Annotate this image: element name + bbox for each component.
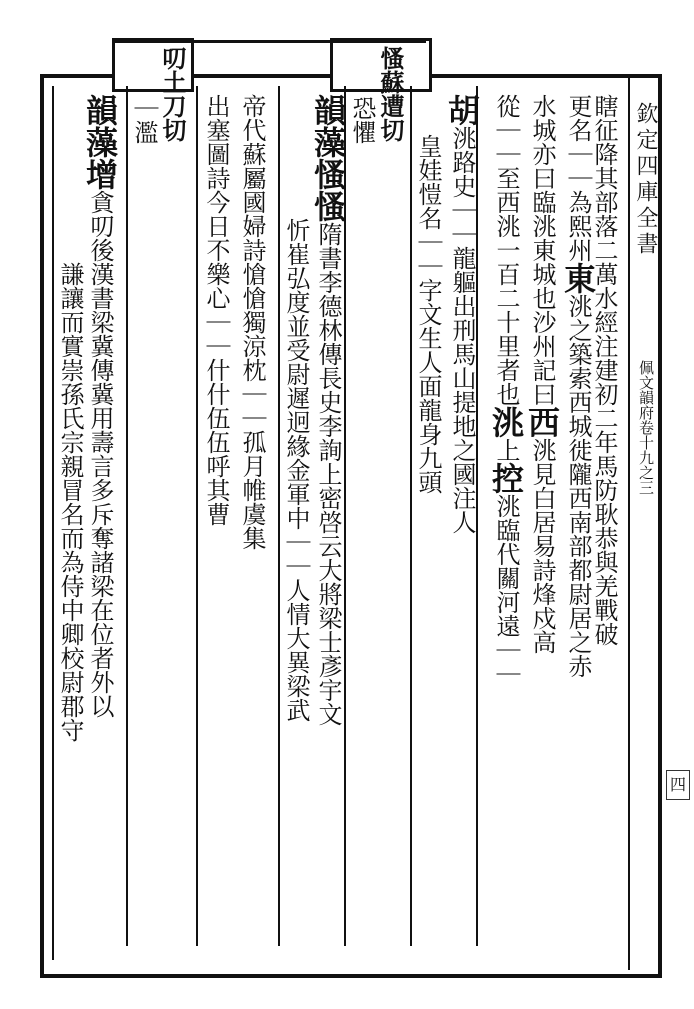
text-run: 洮之築索西城徙隴西南部都尉居之赤 (564, 294, 592, 678)
page-number: 四 (666, 770, 690, 800)
text-run: 從｜｜至西洮一百二十里者也 (492, 94, 520, 406)
headword: 慅慅 (309, 158, 347, 222)
inner-frame-line (52, 86, 54, 960)
text-run: 恐懼 (348, 96, 376, 144)
text-run: 皇娃愷名｜｜字文生人面龍身九頭 (414, 134, 442, 494)
text-run: 白居易詩烽戍高 (528, 486, 556, 654)
headword: 韻藻增 (81, 94, 119, 190)
text-run: 貪叨後漢書梁冀傳冀用壽言多斥奪諸梁在位者外以 (86, 190, 114, 718)
text-column (309, 94, 347, 726)
headword: 西 (523, 406, 561, 438)
col-rule (196, 86, 198, 946)
text-column (350, 96, 374, 144)
text-run: 帝代蘇屬國婦詩愴愴獨涼枕｜｜孤月帷虞集 (238, 94, 266, 550)
margin-rule (628, 74, 630, 970)
text-run: 洮臨代關河遠｜｜ (492, 494, 520, 686)
text-run: 瞎征降其部落二萬 (590, 94, 618, 286)
text-run: 謙讓而實崇孫氏宗親冒名而為侍中卿校尉郡守 (56, 262, 84, 742)
text-column (240, 94, 264, 550)
heading-left-char (158, 46, 187, 142)
text-run: 出塞圖詩今日不樂心｜｜什什伍伍呼其曹 (202, 94, 230, 526)
text-run: 更名｜｜為熙州 (564, 94, 592, 262)
text-run: 水經注建初二年馬防耿恭與羌戰破 (590, 286, 618, 646)
col-rule (410, 86, 412, 946)
text-column (592, 94, 616, 646)
headword: 控 (487, 462, 525, 494)
text-run: 忻崔弘度並受尉遲迥緣金軍中｜｜人情大異梁武 (282, 218, 310, 722)
heading-right-char (376, 46, 405, 142)
section-subtitle: 佩文韻府卷十九之三 (637, 360, 655, 495)
text-column (443, 94, 481, 534)
text-column (523, 94, 561, 654)
text-run: ｜濫 (130, 96, 158, 144)
text-column (559, 94, 597, 678)
text-run: 隋書李德林傳長史李詢上密啓云大將梁士彥宇文 (314, 222, 342, 726)
text-column (416, 134, 440, 494)
text-column (81, 94, 119, 718)
text-run: 慅蘇遭切 (376, 46, 405, 142)
tab-connector (112, 40, 426, 43)
text-column (284, 218, 308, 722)
col-rule (126, 86, 128, 946)
text-run: 叨土刀切 (158, 46, 187, 142)
headword: 東 (559, 262, 597, 294)
headword: 胡 (443, 94, 481, 126)
text-column (487, 94, 525, 686)
headword: 洮 (487, 406, 525, 438)
text-run: 洮見 (528, 438, 556, 486)
text-run: 水城亦曰臨洮東城也沙州記曰 (528, 94, 556, 406)
text-run: 洮路史｜｜龍軀出刑馬山提地之國注人 (448, 126, 476, 534)
col-rule (278, 86, 280, 946)
headword: 韻藻 (309, 94, 347, 158)
text-run: 上 (492, 438, 520, 462)
text-column (132, 96, 156, 144)
text-column (204, 94, 228, 526)
book-title: 欽定四庫全書 (633, 102, 658, 258)
text-column (58, 262, 82, 742)
